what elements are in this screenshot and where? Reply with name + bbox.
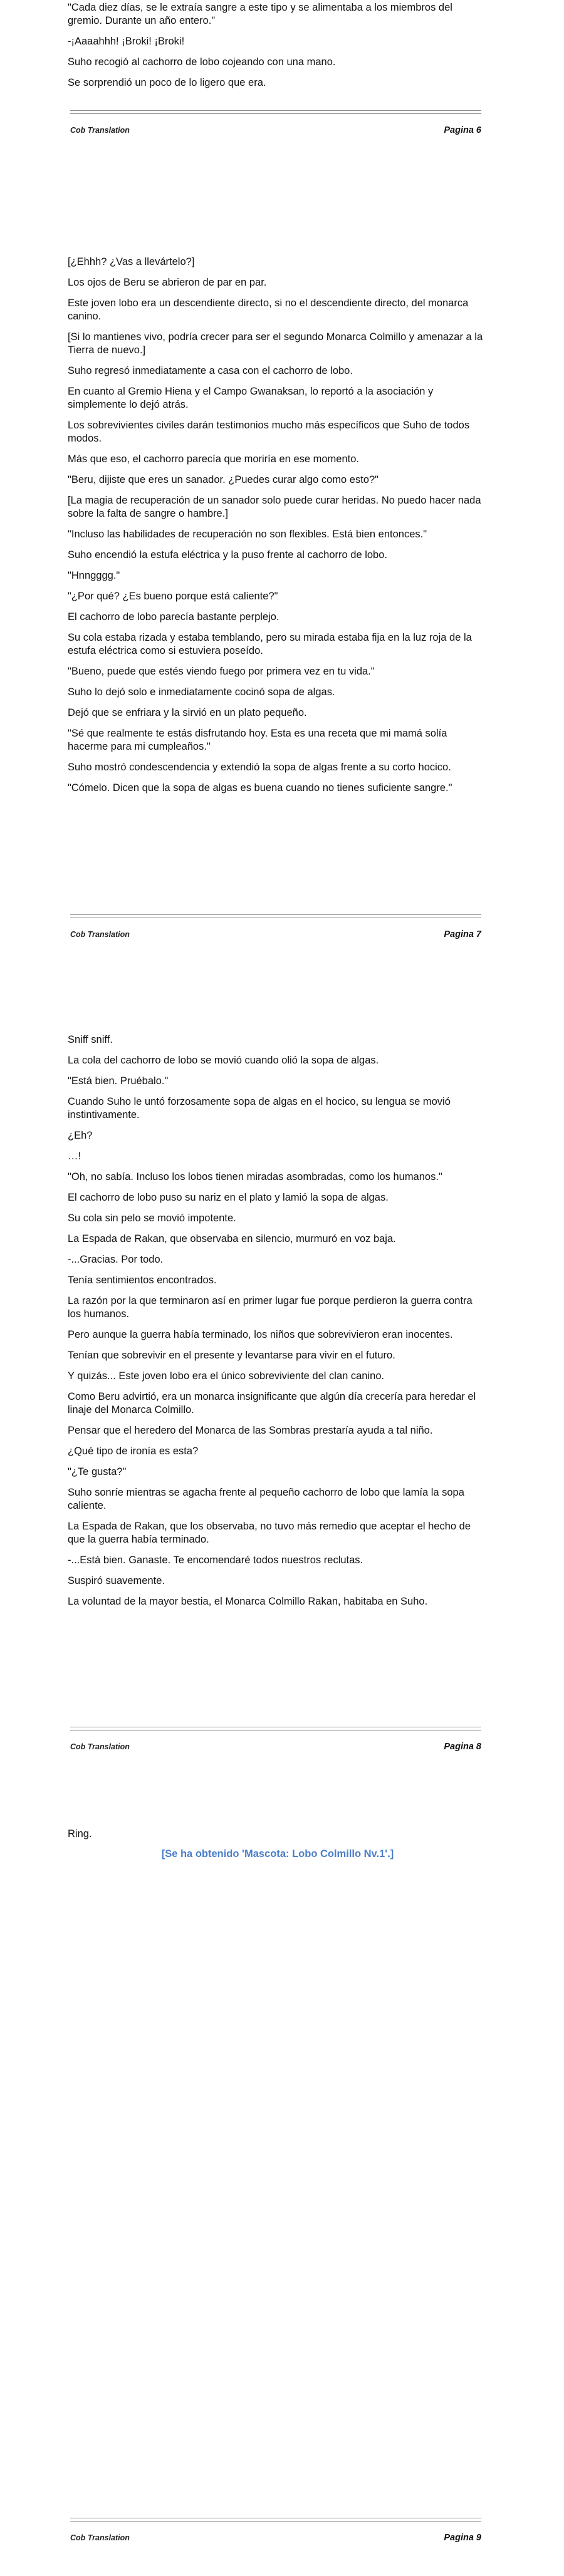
paragraph: Tenían que sobrevivir en el presente y levantarse para vivir en el futuro. xyxy=(68,1350,395,1361)
paragraph: "Cada diez días, se le extraía sangre a este tipo y se alimentaba a los miembros del gremio. Durante un año entero." xyxy=(68,2,452,26)
paragraph: "Está bien. Pruébalo." xyxy=(68,1075,169,1087)
paragraph: "Beru, dijiste que eres un sanador. ¿Puedes curar algo como esto?" xyxy=(68,474,379,485)
paragraph: "Oh, no sabía. Incluso los lobos tienen miradas asombradas, como los humanos." xyxy=(68,1171,442,1182)
paragraph: La Espada de Rakan, que los observaba, no tuvo más remedio que aceptar el hecho de que la guerra había terminado. xyxy=(68,1521,471,1545)
paragraph: Más que eso, el cachorro parecía que moriría en ese momento. xyxy=(68,453,359,465)
paragraph: Pensar que el heredero del Monarca de las Sombras prestaría ayuda a tal niño. xyxy=(68,1425,433,1436)
paragraph: "¿Te gusta?" xyxy=(68,1466,127,1477)
paragraph: "Hnngggg." xyxy=(68,570,120,581)
paragraph: "Cómelo. Dicen que la sopa de algas es buena cuando no tienes suficiente sangre." xyxy=(68,782,452,794)
paragraph: "¿Por qué? ¿Es bueno porque está caliente?" xyxy=(68,591,278,602)
translator-credit: Cob Translation xyxy=(70,126,130,135)
paragraph: Suspiró suavemente. xyxy=(68,1575,165,1586)
paragraph: La Espada de Rakan, que observaba en silencio, murmuró en voz baja. xyxy=(68,1233,396,1244)
paragraph: Ring. xyxy=(68,1828,92,1839)
translator-credit: Cob Translation xyxy=(70,1742,130,1751)
page-number: Pagina 9 xyxy=(444,2533,481,2543)
paragraph: Suho mostró condescendencia y extendió la sopa de algas frente a su corto hocico. xyxy=(68,762,451,773)
paragraph: Cuando Suho le untó forzosamente sopa de algas en el hocico, su lengua se movió instintivamente. xyxy=(68,1096,451,1120)
paragraph: -...Gracias. Por todo. xyxy=(68,1254,164,1265)
paragraph: Suho regresó inmediatamente a casa con el cachorro de lobo. xyxy=(68,365,353,376)
page-number: Pagina 7 xyxy=(444,929,481,939)
paragraph: Este joven lobo era un descendiente directo, si no el descendiente directo, del monarca canino. xyxy=(68,297,469,322)
paragraph: ¿Qué tipo de ironía es esta? xyxy=(68,1446,199,1457)
footer-rule xyxy=(70,110,481,111)
paragraph: Sniff sniff. xyxy=(68,1034,113,1045)
paragraph: La razón por la que terminaron así en primer lugar fue porque perdieron la guerra contra los humanos. xyxy=(68,1295,473,1320)
page-7-body xyxy=(68,256,488,802)
page-6-footer xyxy=(70,110,481,135)
paragraph: -...Está bien. Ganaste. Te encomendaré todos nuestros reclutas. xyxy=(68,1554,363,1566)
paragraph: "Sé que realmente te estás disfrutando hoy. Esta es una receta que mi mamá solía hacerme para mi cumpleaños." xyxy=(68,728,447,752)
page-8-footer xyxy=(70,1727,481,1752)
page-9-body xyxy=(68,1828,488,1848)
paragraph: "Bueno, puede que estés viendo fuego por primera vez en tu vida." xyxy=(68,666,375,677)
footer-rule xyxy=(70,2521,481,2522)
paragraph: Suho recogió al cachorro de lobo cojeando con una mano. xyxy=(68,56,336,68)
footer-rule xyxy=(70,914,481,915)
paragraph: Suho sonríe mientras se agacha frente al pequeño cachorro de lobo que lamía la sopa caliente. xyxy=(68,1487,464,1511)
paragraph: Dejó que se enfriara y la sirvió en un plato pequeño. xyxy=(68,707,307,718)
paragraph: [La magia de recuperación de un sanador solo puede curar heridas. No puedo hacer nada sobre la falta de sangre o hambre.] xyxy=(68,495,481,519)
paragraph: Suho encendió la estufa eléctrica y la puso frente al cachorro de lobo. xyxy=(68,549,387,561)
footer-rule xyxy=(70,113,481,114)
paragraph: …! xyxy=(68,1151,81,1162)
paragraph: Suho lo dejó solo e inmediatamente cocinó sopa de algas. xyxy=(68,686,335,698)
paragraph: Pero aunque la guerra había terminado, los niños que sobrevivieron eran inocentes. xyxy=(68,1329,453,1340)
translator-credit: Cob Translation xyxy=(70,2533,130,2542)
page-number: Pagina 6 xyxy=(444,125,481,135)
system-notice: [Se ha obtenido 'Mascota: Lobo Colmillo Nv.1'.] xyxy=(161,1848,394,1860)
paragraph: [Si lo mantienes vivo, podría crecer para ser el segundo Monarca Colmillo y amenazar a la Tierra de nuevo.] xyxy=(68,331,483,356)
paragraph: El cachorro de lobo parecía bastante perplejo. xyxy=(68,611,279,623)
page-6-body xyxy=(68,1,488,97)
paragraph: -¡Aaaahhh! ¡Broki! ¡Broki! xyxy=(68,36,185,47)
paragraph: Tenía sentimientos encontrados. xyxy=(68,1275,217,1286)
page-7-footer xyxy=(70,914,481,939)
paragraph: Los ojos de Beru se abrieron de par en par. xyxy=(68,277,267,288)
paragraph: [¿Ehhh? ¿Vas a llevártelo?] xyxy=(68,256,195,267)
page-9-footer xyxy=(70,2518,481,2543)
paragraph: La voluntad de la mayor bestia, el Monarca Colmillo Rakan, habitaba en Suho. xyxy=(68,1596,428,1607)
page-number: Pagina 8 xyxy=(444,1742,481,1752)
paragraph: Como Beru advirtió, era un monarca insignificante que algún día crecería para heredar el linaje del Monarca Colmillo. xyxy=(68,1391,476,1415)
paragraph: La cola del cachorro de lobo se movió cuando olió la sopa de algas. xyxy=(68,1055,379,1066)
paragraph: Su cola estaba rizada y estaba temblando, pero su mirada estaba fija en la luz roja de la estufa eléctrica como si estuviera poseído. xyxy=(68,632,472,656)
paragraph: Y quizás... Este joven lobo era el único sobreviviente del clan canino. xyxy=(68,1370,385,1382)
paragraph: En cuanto al Gremio Hiena y el Campo Gwanaksan, lo reportó a la asociación y simplemente lo dejó atrás. xyxy=(68,386,434,410)
paragraph: ¿Eh? xyxy=(68,1130,93,1141)
paragraph: Los sobrevivientes civiles darán testimonios mucho más específicos que Suho de todos modos. xyxy=(68,420,470,444)
paragraph: "Incluso las habilidades de recuperación no son flexibles. Está bien entonces." xyxy=(68,529,427,540)
paragraph: Se sorprendió un poco de lo ligero que era. xyxy=(68,77,266,88)
paragraph: Su cola sin pelo se movió impotente. xyxy=(68,1213,236,1224)
translator-credit: Cob Translation xyxy=(70,930,130,939)
page-8-body xyxy=(68,1033,488,1616)
paragraph: El cachorro de lobo puso su nariz en el plato y lamió la sopa de algas. xyxy=(68,1192,389,1203)
